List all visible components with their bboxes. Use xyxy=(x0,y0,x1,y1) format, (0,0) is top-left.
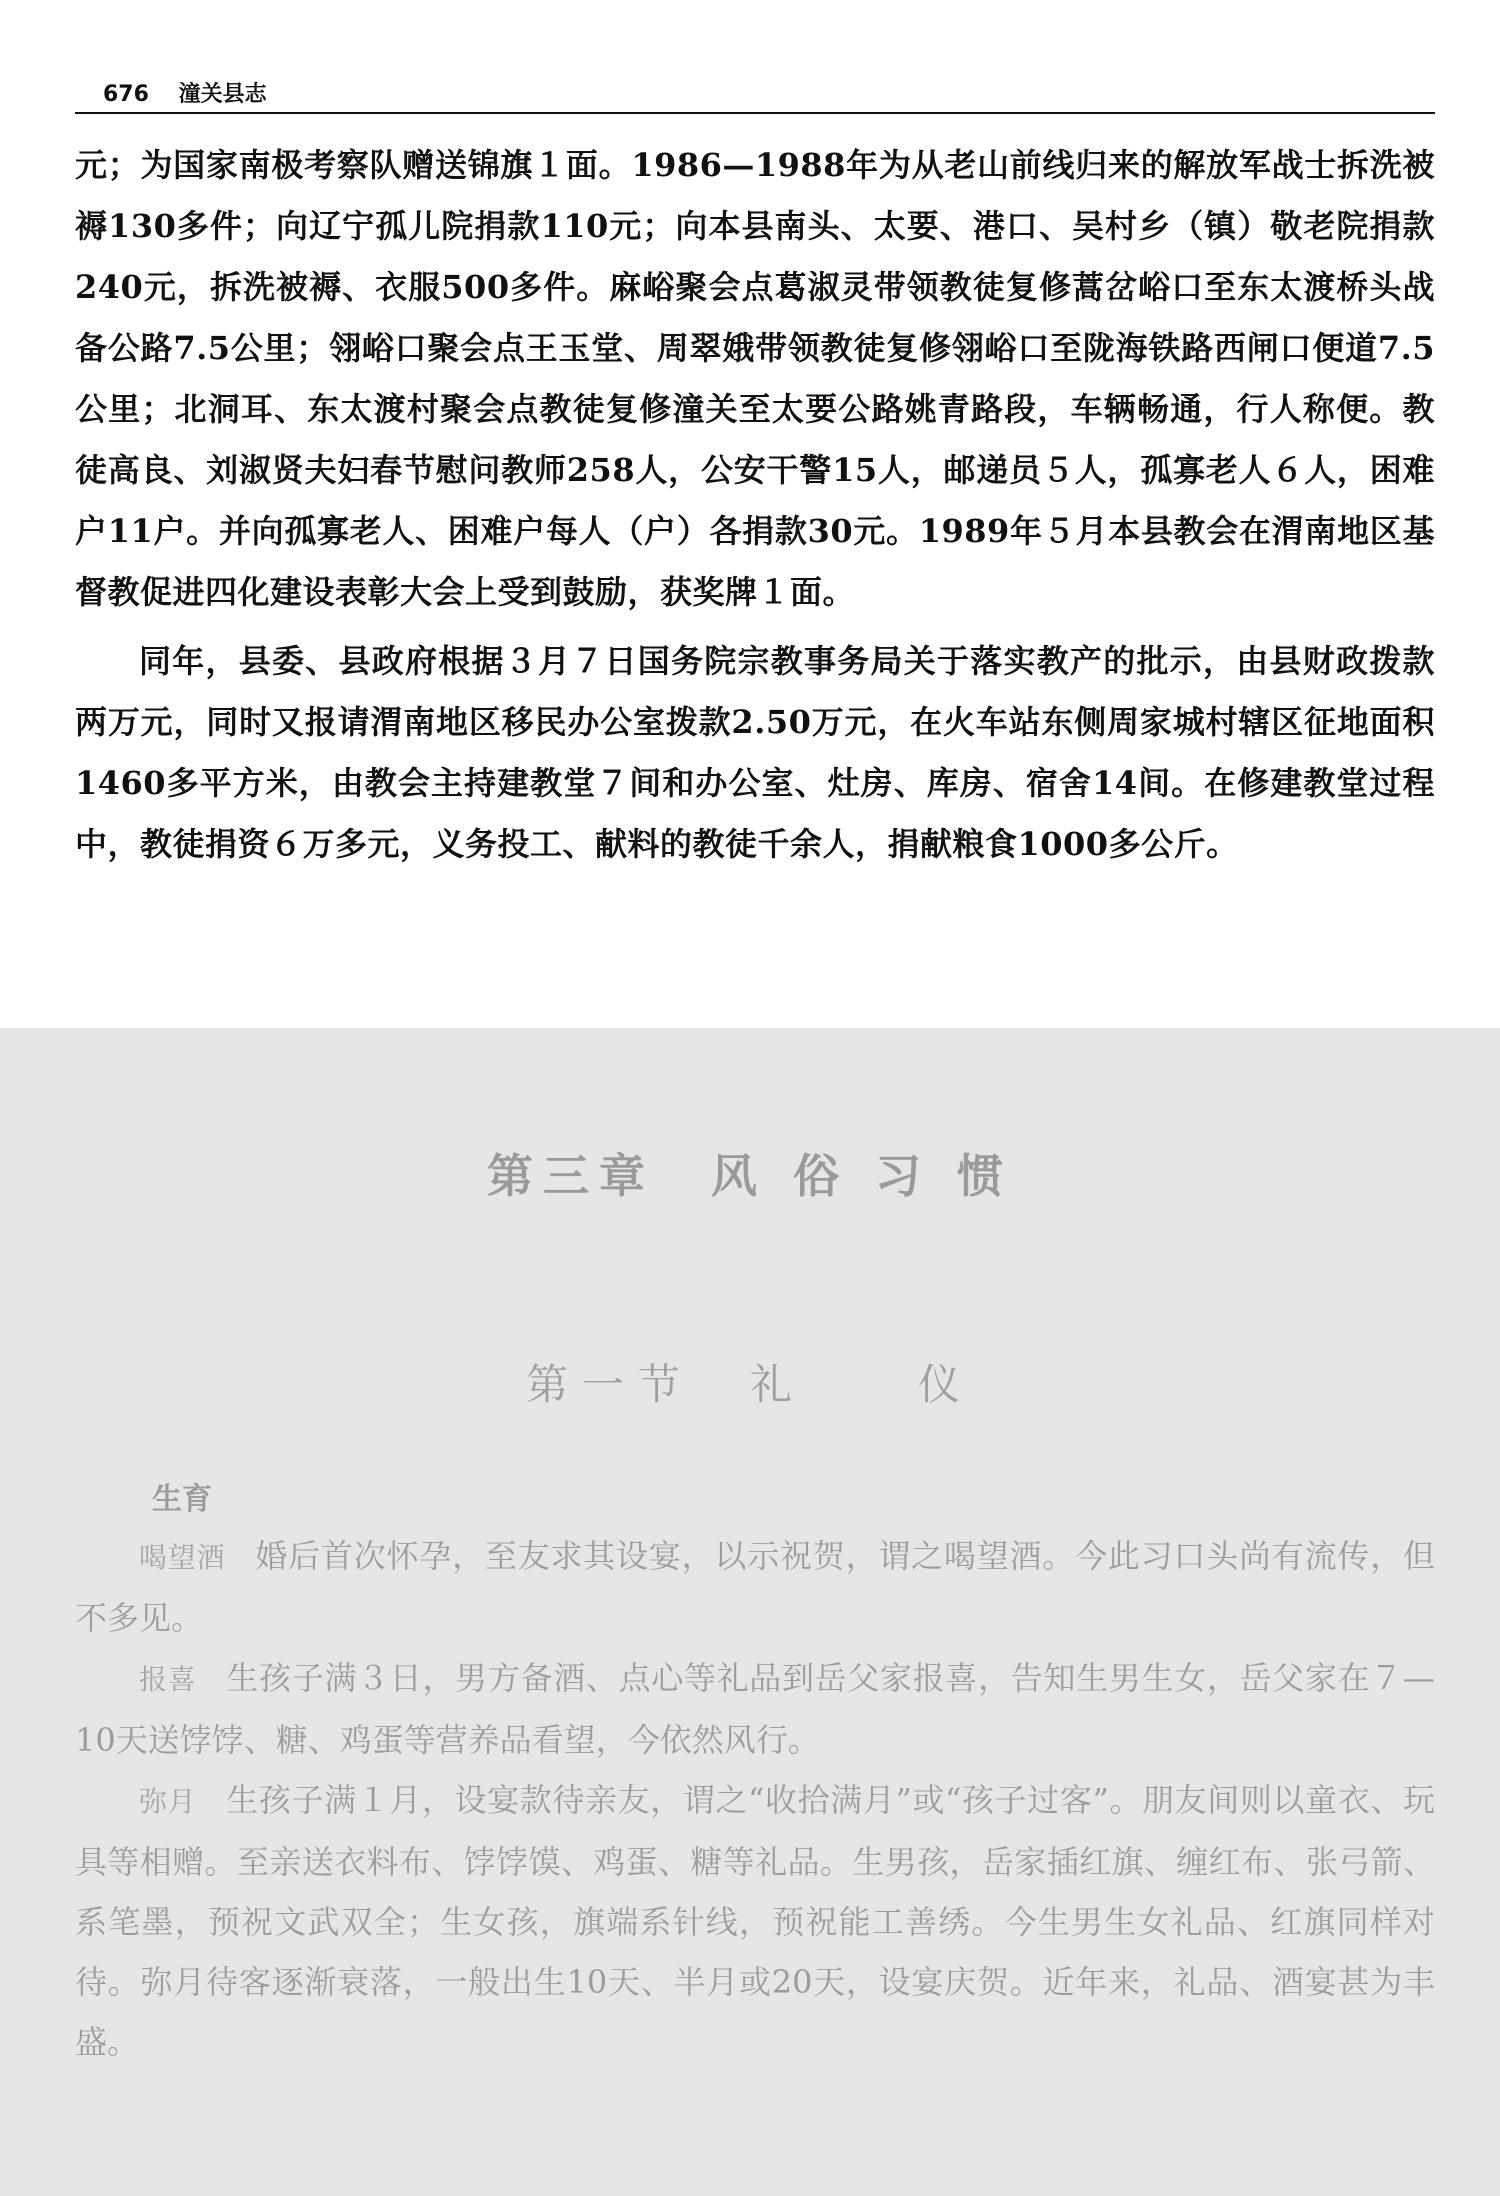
entry-term: 报喜 xyxy=(139,1663,197,1696)
bottom-text-block xyxy=(75,1526,1435,2072)
entry-text: 生孩子满１月，设宴款待亲友，谓之“收拾满月”或“孩子过客”。朋友间则以童衣、玩具等相赠。至亲送衣料布、饽饽馍、鸡蛋、糖等礼品。生男孩，岳家插红旗、缠红布、张弓箭、系笔墨，预祝文武双全；生女孩，旗端系针线，预祝能工善绣。今生男生女礼品、红旗同样对待。弥月待客逐渐衰落，一般出生10天、半月或20天，设宴庆贺。近年来，礼品、酒宴甚为丰盛。 xyxy=(75,1781,1435,2061)
entry xyxy=(75,1770,1435,2072)
book-title: 潼关县志 xyxy=(178,82,267,107)
entry xyxy=(75,1526,1435,1648)
paragraph: 元；为国家南极考察队赠送锦旗１面。1986—1988年为从老山前线归来的解放军战士拆洗被褥130多件；向辽宁孤儿院捐款110元；向本县南头、太要、港口、吴村乡（镇）敬老院捐款240元，拆洗被褥、衣服500多件。麻峪聚会点葛淑灵带领教徒复修蒿岔峪口至东太渡桥头战备公路7.5公里；翎峪口聚会点王玉堂、周翠娥带领教徒复修翎峪口至陇海铁路西闸口便道7.5公里；北洞耳、东太渡村聚会点教徒复修潼关至太要公路姚青路段，车辆畅通，行人称便。教徒高良、刘淑贤夫妇春节慰问教师258人，公安干警15人，邮递员５人，孤寡老人６人，困难户11户。并向孤寡老人、困难户每人（户）各捐款30元。1989年５月本县教会在渭南地区基督教促进四化建设表彰大会上受到鼓励，获奖牌１面。 xyxy=(75,146,1435,611)
chapter-title: 第三章 风 俗 习 惯 xyxy=(486,1149,1014,1203)
entry-term: 喝望酒 xyxy=(139,1541,226,1574)
entry xyxy=(75,1648,1435,1770)
paragraph: 同年，县委、县政府根据３月７日国务院宗教事务局关于落实教产的批示，由县财政拨款两万元，同时又报请渭南地区移民办公室拨款2.50万元，在火车站东侧周家城村辖区征地面积1460多平方米，由教会主持建教堂７间和办公室、灶房、库房、宿舍14间。在修建教堂过程中，教徒捐资６万多元，义务投工、献料的教徒千余人，捐献粮食1000多公斤。 xyxy=(75,642,1435,863)
subsection-heading: 生育 xyxy=(152,1482,212,1517)
entry-text: 生孩子满３日，男方备酒、点心等礼品到岳父家报喜，告知生男生女，岳父家在７—10天送饽饽、糖、鸡蛋等营养品看望，今依然风行。 xyxy=(75,1659,1435,1759)
top-text-block xyxy=(75,135,1435,875)
entry-term: 弥月 xyxy=(139,1785,197,1818)
page-number: 676 xyxy=(103,82,149,107)
page-header xyxy=(75,78,1435,114)
entry-text: 婚后首次怀孕，至友求其设宴，以示祝贺，谓之喝望酒。今此习口头尚有流传，但不多见。 xyxy=(75,1537,1435,1637)
section-title: 第一节 礼 仪 xyxy=(525,1360,974,1409)
